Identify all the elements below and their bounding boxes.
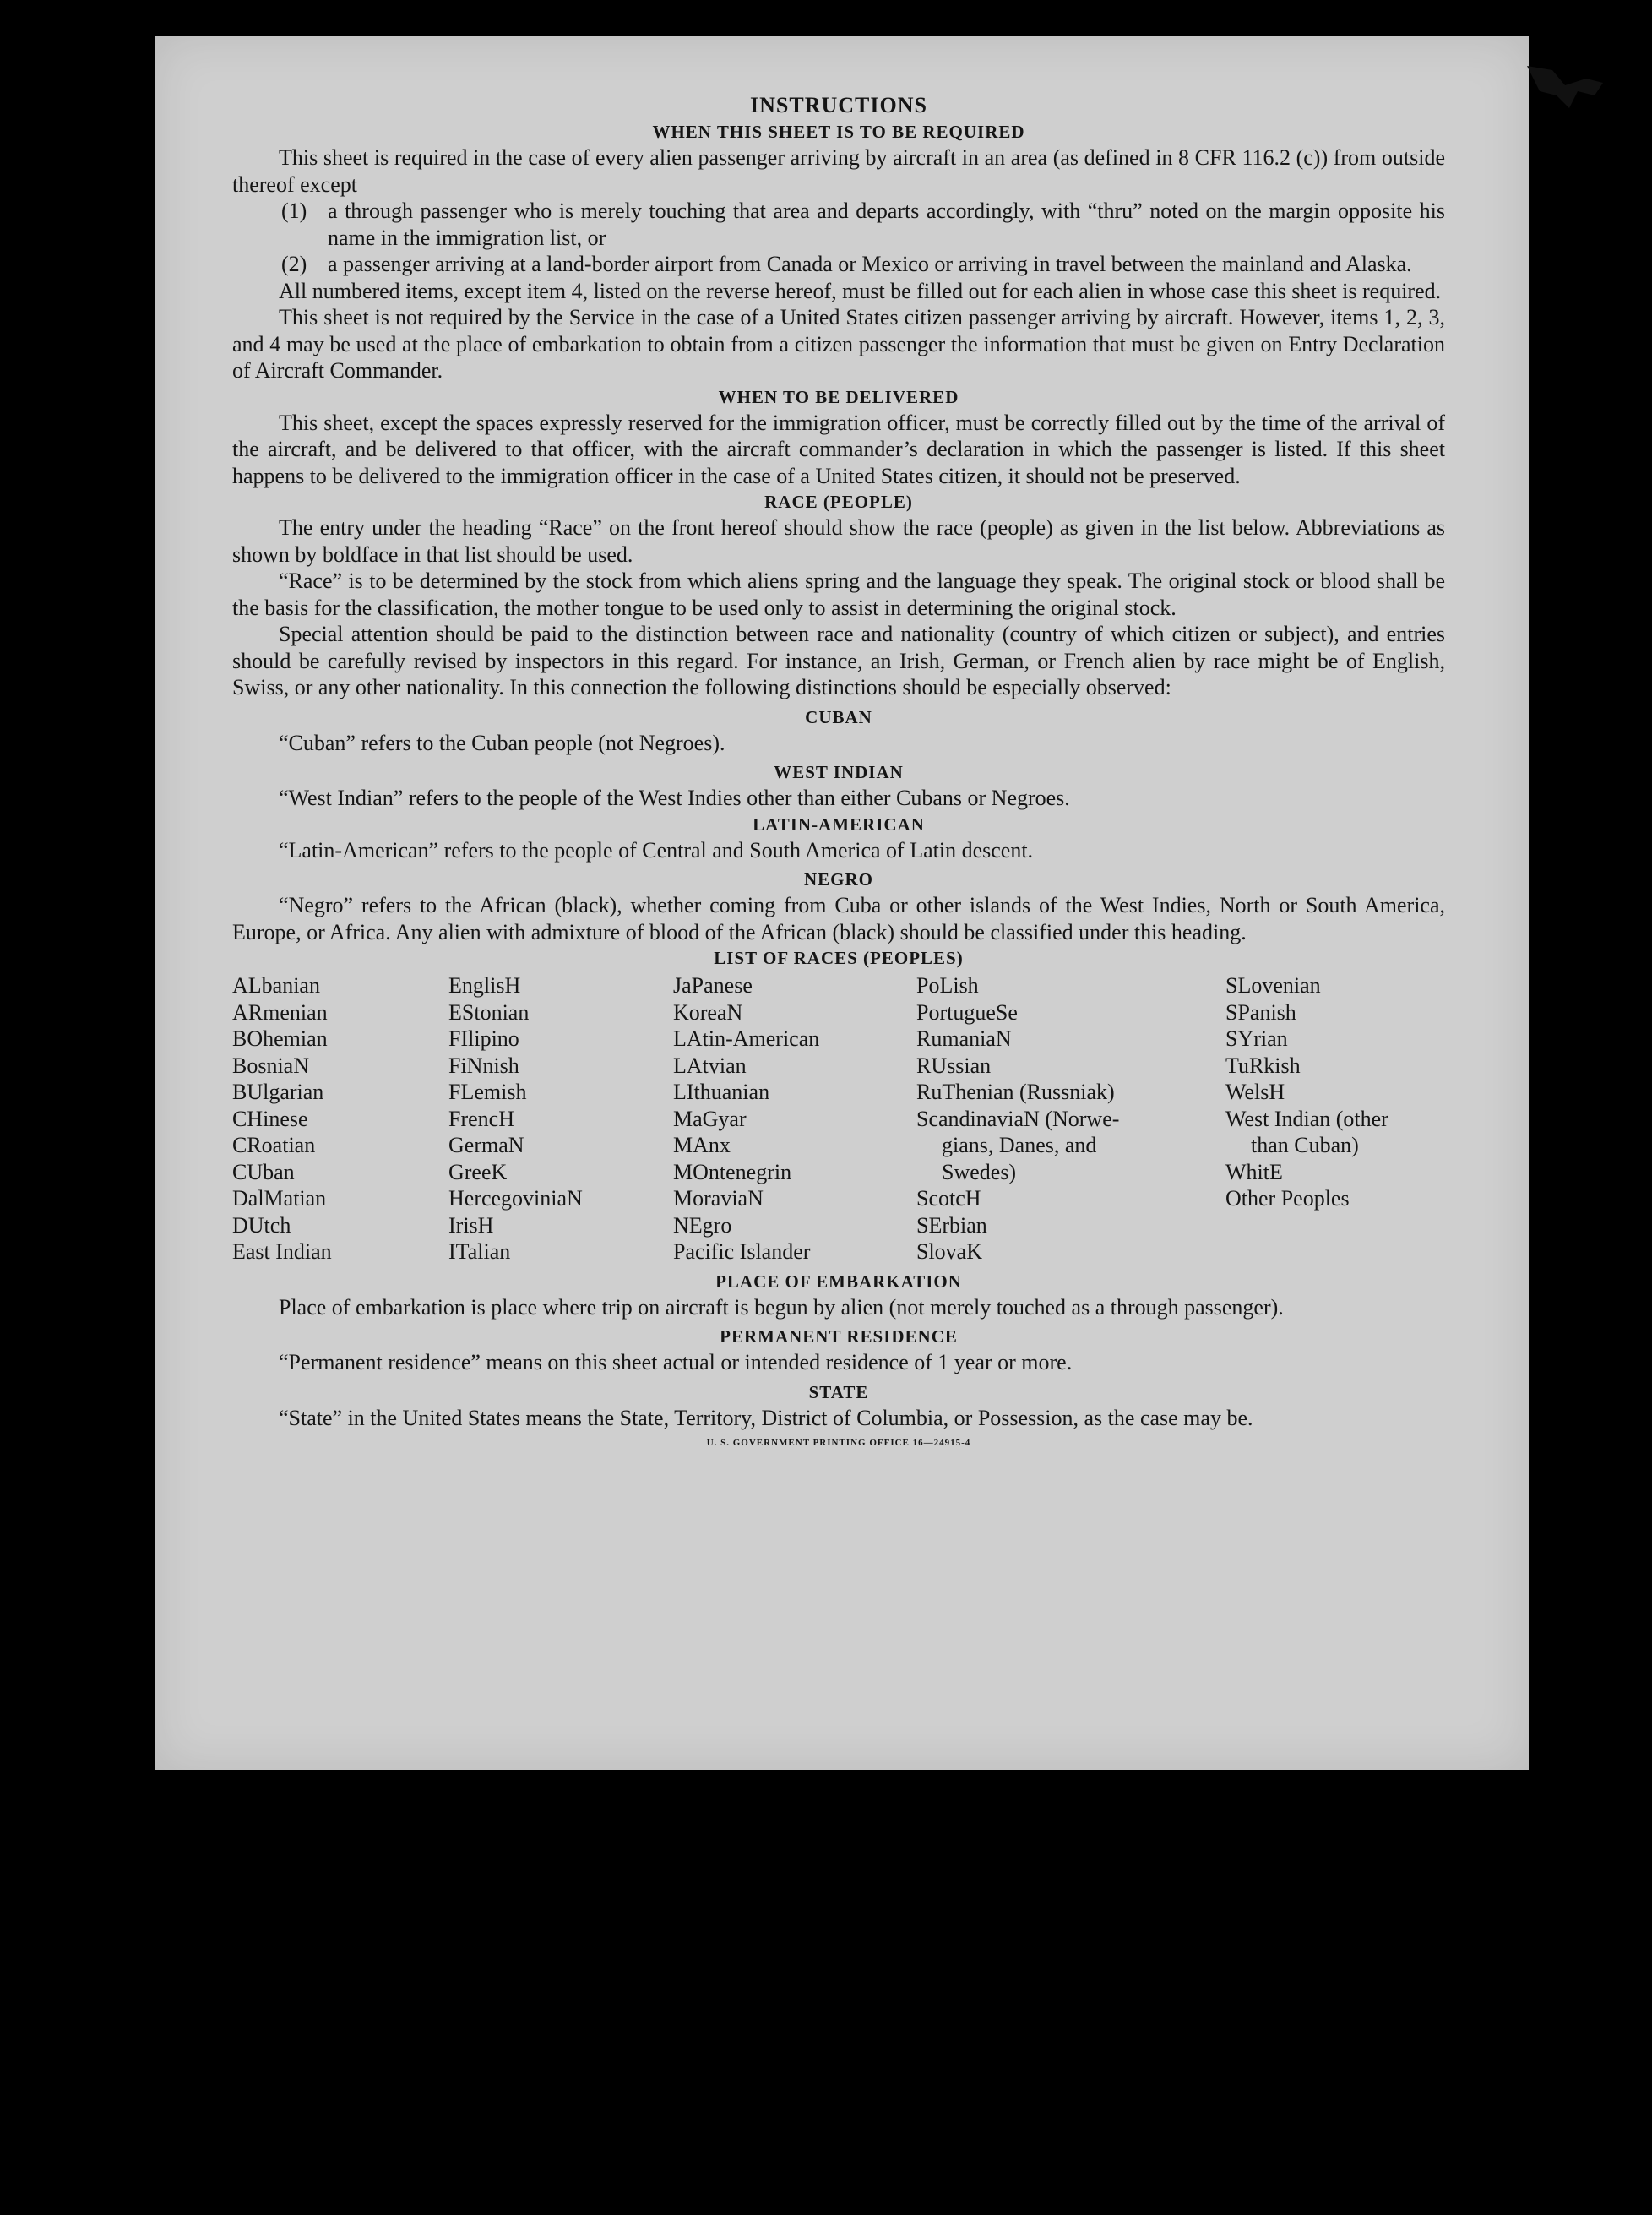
- race-item: JaPanese: [673, 973, 753, 998]
- race-item-continued: gians, Danes, and: [942, 1133, 1097, 1157]
- heading-when-delivered: WHEN TO BE DELIVERED: [718, 386, 959, 407]
- item-text: a through passenger who is merely touching that area and departs accordingly, with “thru” noted on the margin opposite his name in the immigration list, or: [328, 199, 1445, 250]
- paragraph-numbered-items: All numbered items, except item 4, listed on the reverse hereof, must be filled out for each alien in whose case this sheet is required.: [279, 278, 1442, 303]
- race-item: BosniaN: [232, 1053, 309, 1078]
- paragraph-cuban: “Cuban” refers to the Cuban people (not Negroes).: [279, 730, 725, 755]
- races-column-5: [1225, 972, 1445, 1265]
- exception-item-2: [232, 251, 1445, 278]
- instructions-content: [232, 92, 1445, 1448]
- race-item: MaGyar: [673, 1106, 747, 1131]
- race-item: LAtvian: [673, 1053, 747, 1078]
- exception-item-1: [232, 198, 1445, 251]
- races-column-1: [232, 972, 448, 1265]
- race-item: West Indian (other: [1225, 1106, 1388, 1131]
- race-item: TuRkish: [1225, 1053, 1301, 1078]
- race-item: BUlgarian: [232, 1080, 324, 1104]
- heading-latin-american: LATIN-AMERICAN: [753, 814, 925, 835]
- race-item-continued: Swedes): [942, 1159, 1017, 1184]
- race-item: PortugueSe: [916, 999, 1018, 1025]
- race-item: SYrian: [1225, 1026, 1288, 1051]
- race-item: IrisH: [448, 1212, 494, 1238]
- race-item: FrencH: [448, 1106, 514, 1131]
- race-item: RumaniaN: [916, 1026, 1012, 1051]
- races-column-4: [916, 972, 1225, 1265]
- race-item: FiNnish: [448, 1053, 519, 1078]
- race-item: KoreaN: [673, 999, 743, 1025]
- race-item: Other Peoples: [1225, 1186, 1350, 1211]
- race-item: RuThenian (Russniak): [916, 1080, 1115, 1104]
- race-item: ScotcH: [916, 1186, 981, 1211]
- race-item: NEgro: [673, 1212, 732, 1238]
- race-item: EnglisH: [448, 973, 521, 998]
- heading-embarkation: PLACE OF EMBARKATION: [715, 1271, 962, 1292]
- paragraph-race-2: “Race” is to be determined by the stock from which aliens spring and the language they speak. The original stock or blood shall be the basis for the classification, the mother tongue to be used only to assist in determining the original stock.: [232, 569, 1445, 620]
- race-item: LIthuanian: [673, 1080, 770, 1104]
- race-item: MOntenegrin: [673, 1159, 792, 1184]
- race-item: ITalian: [448, 1239, 511, 1264]
- race-item: SErbian: [916, 1212, 987, 1238]
- printing-office-footer: U. S. GOVERNMENT PRINTING OFFICE 16—24915-4: [706, 1438, 971, 1448]
- race-item: East Indian: [232, 1239, 332, 1264]
- races-column-3: [673, 972, 916, 1265]
- paragraph-when-delivered: This sheet, except the spaces expressly reserved for the immigration officer, must be correctly filled out by the time of the arrival of the aircraft, and be delivered to that officer, with the aircraft commander’s declaration in which the passenger is listed. If this sheet happens to be delivered to the immigration officer in the case of a United States citizen, it should not be preserved.: [232, 410, 1445, 488]
- heading-state: STATE: [808, 1381, 869, 1402]
- race-item: FLemish: [448, 1080, 527, 1104]
- heading-race: RACE (PEOPLE): [764, 492, 913, 512]
- race-item: CHinese: [232, 1106, 308, 1131]
- paragraph-permanent-residence: “Permanent residence” means on this sheet actual or intended residence of 1 year or more.: [279, 1350, 1073, 1374]
- race-item: SlovaK: [916, 1239, 982, 1264]
- race-item: LAtin-American: [673, 1026, 820, 1051]
- race-item: ARmenian: [232, 999, 328, 1025]
- torn-corner-mark: [1519, 62, 1620, 129]
- race-item: CRoatian: [232, 1133, 316, 1157]
- races-list: [232, 972, 1445, 1265]
- paragraph-race-1: The entry under the heading “Race” on the front hereof should show the race (people) as given in the list below. Abbreviations as shown by boldface in that list should be used.: [232, 515, 1445, 567]
- heading-cuban: CUBAN: [805, 706, 872, 727]
- paragraph-citizen: This sheet is not required by the Service in the case of a United States citizen passenger arriving by aircraft. However, items 1, 2, 3, and 4 may be used at the place of embarkation to obtain from a citizen passenger the information that must be given on Entry Declaration of Aircraft Commander.: [232, 305, 1445, 383]
- heading-permanent-residence: PERMANENT RESIDENCE: [720, 1326, 958, 1347]
- heading-negro: NEGRO: [803, 869, 873, 890]
- race-item: DalMatian: [232, 1186, 327, 1211]
- race-item: MoraviaN: [673, 1186, 764, 1211]
- race-item: DUtch: [232, 1212, 291, 1238]
- race-item: CUban: [232, 1159, 295, 1184]
- race-item: PoLish: [916, 973, 979, 998]
- race-item-continued: than Cuban): [1251, 1133, 1359, 1157]
- race-item: WhitE: [1225, 1159, 1283, 1184]
- race-item: HercegoviniaN: [448, 1186, 583, 1211]
- races-column-2: [448, 972, 673, 1265]
- paragraph-embarkation: Place of embarkation is place where trip on aircraft is begun by alien (not merely touched as a through passenger).: [279, 1294, 1284, 1320]
- paragraph-negro: “Negro” refers to the African (black), whether coming from Cuba or other islands of the West Indies, North or South America, Europe, or Africa. Any alien with admixture of blood of the African (black) should be classified under this heading.: [232, 893, 1445, 944]
- paragraph-when-required: This sheet is required in the case of every alien passenger arriving by aircraft in an area (as defined in 8 CFR 116.2 (c)) from outside thereof except: [232, 145, 1445, 197]
- race-item: EStonian: [448, 999, 530, 1025]
- paragraph-state: “State” in the United States means the State, Territory, District of Columbia, or Possession, as the case may be.: [279, 1405, 1253, 1430]
- race-item: ScandinaviaN (Norwe-: [916, 1106, 1120, 1131]
- race-item: RUssian: [916, 1053, 992, 1078]
- race-item: GreeK: [448, 1159, 508, 1184]
- race-item: BOhemian: [232, 1026, 328, 1051]
- heading-when-required: WHEN THIS SHEET IS TO BE REQUIRED: [652, 122, 1025, 142]
- item-number: (1): [281, 199, 307, 223]
- paragraph-latin-american: “Latin-American” refers to the people of Central and South America of Latin descent.: [279, 837, 1034, 863]
- item-text: a passenger arriving at a land-border airport from Canada or Mexico or arriving in travel between the mainland and Alaska.: [328, 252, 1412, 276]
- race-item: WelsH: [1225, 1080, 1285, 1104]
- race-item: SLovenian: [1225, 973, 1321, 998]
- race-item: Pacific Islander: [673, 1239, 811, 1264]
- race-item: GermaN: [448, 1133, 524, 1157]
- item-number: (2): [281, 252, 307, 276]
- paragraph-west-indian: “West Indian” refers to the people of the West Indies other than either Cubans or Negroes.: [279, 786, 1070, 810]
- paragraph-race-3: Special attention should be paid to the distinction between race and nationality (country of which citizen or subject), and entries should be carefully revised by inspectors in this regard. For instance, an Irish, German, or French alien by race might be of English, Swiss, or any other nationality. In this connection the following distinctions should be especially observed:: [232, 622, 1445, 699]
- race-item: MAnx: [673, 1133, 731, 1157]
- heading-west-indian: WEST INDIAN: [774, 762, 904, 782]
- race-item: FIlipino: [448, 1026, 519, 1051]
- document-page: [155, 36, 1529, 1770]
- heading-list-of-races: LIST OF RACES (PEOPLES): [714, 948, 964, 968]
- race-item: SPanish: [1225, 999, 1296, 1025]
- page-title: INSTRUCTIONS: [750, 93, 927, 117]
- race-item: ALbanian: [232, 973, 320, 998]
